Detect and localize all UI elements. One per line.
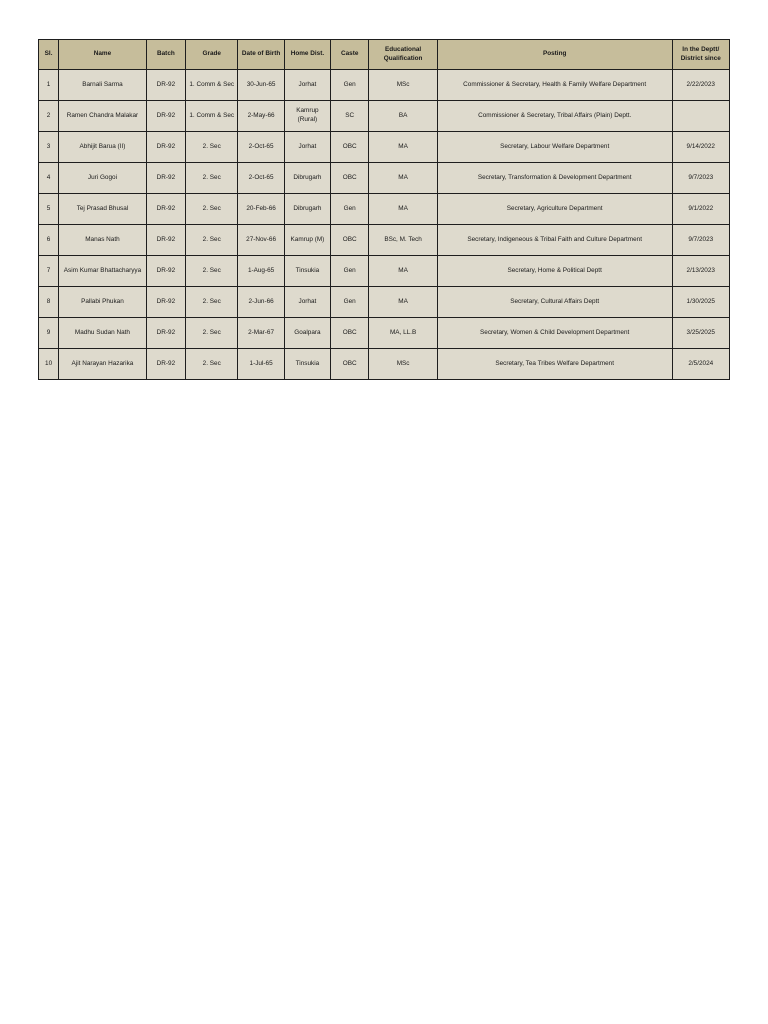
cell-deptt-since: 9/7/2023 xyxy=(672,163,729,194)
cell-educational-qualification: MA xyxy=(369,163,437,194)
cell-educational-qualification: MA xyxy=(369,287,437,318)
cell-name: Ajit Narayan Hazarika xyxy=(59,349,147,380)
cell-caste: Gen xyxy=(331,194,369,225)
cell-grade: 1. Comm & Sec xyxy=(186,101,238,132)
cell-caste: Gen xyxy=(331,287,369,318)
cell-grade: 2. Sec xyxy=(186,132,238,163)
cell-name: Madhu Sudan Nath xyxy=(59,318,147,349)
cell-sl: 5 xyxy=(39,194,59,225)
table-row xyxy=(39,194,730,225)
cell-name: Barnali Sarma xyxy=(59,70,147,101)
cell-educational-qualification: MA xyxy=(369,194,437,225)
cell-posting: Commissioner & Secretary, Tribal Affairs (Plain) Deptt. xyxy=(437,101,672,132)
officer-roster-table xyxy=(38,39,730,380)
cell-caste: SC xyxy=(331,101,369,132)
cell-grade: 2. Sec xyxy=(186,287,238,318)
cell-caste: Gen xyxy=(331,70,369,101)
cell-date-of-birth: 27-Nov-66 xyxy=(238,225,284,256)
table-row xyxy=(39,287,730,318)
cell-educational-qualification: MA xyxy=(369,256,437,287)
header-caste: Caste xyxy=(331,40,369,70)
cell-home-district: Kamrup (Rural) xyxy=(284,101,330,132)
cell-deptt-since: 3/25/2025 xyxy=(672,318,729,349)
cell-educational-qualification: MA, LL.B xyxy=(369,318,437,349)
cell-deptt-since: 2/13/2023 xyxy=(672,256,729,287)
cell-deptt-since xyxy=(672,101,729,132)
header-sl: Sl. xyxy=(39,40,59,70)
header-grade: Grade xyxy=(186,40,238,70)
cell-home-district: Jorhat xyxy=(284,70,330,101)
header-posting: Posting xyxy=(437,40,672,70)
cell-sl: 7 xyxy=(39,256,59,287)
cell-deptt-since: 1/30/2025 xyxy=(672,287,729,318)
table-row xyxy=(39,163,730,194)
cell-caste: OBC xyxy=(331,318,369,349)
header-home-district: Home Dist. xyxy=(284,40,330,70)
cell-batch: DR-92 xyxy=(146,132,185,163)
header-name: Name xyxy=(59,40,147,70)
cell-batch: DR-92 xyxy=(146,70,185,101)
cell-posting: Secretary, Transformation & Development Department xyxy=(437,163,672,194)
cell-batch: DR-92 xyxy=(146,287,185,318)
table-row xyxy=(39,70,730,101)
cell-home-district: Dibrugarh xyxy=(284,163,330,194)
cell-caste: Gen xyxy=(331,256,369,287)
cell-home-district: Kamrup (M) xyxy=(284,225,330,256)
cell-posting: Secretary, Labour Welfare Department xyxy=(437,132,672,163)
cell-home-district: Tinsukia xyxy=(284,349,330,380)
table-row xyxy=(39,318,730,349)
cell-batch: DR-92 xyxy=(146,256,185,287)
cell-home-district: Tinsukia xyxy=(284,256,330,287)
cell-educational-qualification: MSc xyxy=(369,349,437,380)
cell-grade: 2. Sec xyxy=(186,163,238,194)
header-row xyxy=(39,40,730,70)
cell-deptt-since: 9/1/2022 xyxy=(672,194,729,225)
cell-posting: Secretary, Home & Political Deptt xyxy=(437,256,672,287)
cell-deptt-since: 9/14/2022 xyxy=(672,132,729,163)
cell-name: Ramen Chandra Malakar xyxy=(59,101,147,132)
cell-educational-qualification: MA xyxy=(369,132,437,163)
cell-sl: 8 xyxy=(39,287,59,318)
cell-posting: Secretary, Women & Child Development Department xyxy=(437,318,672,349)
cell-date-of-birth: 2-Oct-65 xyxy=(238,163,284,194)
cell-posting: Secretary, Cultural Affairs Deptt xyxy=(437,287,672,318)
cell-grade: 2. Sec xyxy=(186,256,238,287)
header-educational-qualification: Educational Qualification xyxy=(369,40,437,70)
cell-name: Asim Kumar Bhattacharyya xyxy=(59,256,147,287)
cell-grade: 2. Sec xyxy=(186,194,238,225)
cell-date-of-birth: 2-Mar-67 xyxy=(238,318,284,349)
cell-home-district: Goalpara xyxy=(284,318,330,349)
table-row xyxy=(39,225,730,256)
cell-deptt-since: 9/7/2023 xyxy=(672,225,729,256)
cell-sl: 10 xyxy=(39,349,59,380)
cell-date-of-birth: 1-Jul-65 xyxy=(238,349,284,380)
cell-batch: DR-92 xyxy=(146,163,185,194)
cell-posting: Secretary, Agriculture Department xyxy=(437,194,672,225)
cell-date-of-birth: 30-Jun-65 xyxy=(238,70,284,101)
header-batch: Batch xyxy=(146,40,185,70)
table-row xyxy=(39,101,730,132)
table-row xyxy=(39,349,730,380)
cell-batch: DR-92 xyxy=(146,194,185,225)
cell-date-of-birth: 2-Oct-65 xyxy=(238,132,284,163)
cell-grade: 2. Sec xyxy=(186,318,238,349)
cell-batch: DR-92 xyxy=(146,318,185,349)
cell-grade: 2. Sec xyxy=(186,225,238,256)
cell-caste: OBC xyxy=(331,225,369,256)
cell-grade: 2. Sec xyxy=(186,349,238,380)
cell-name: Abhijit Barua (II) xyxy=(59,132,147,163)
header-date-of-birth: Date of Birth xyxy=(238,40,284,70)
cell-batch: DR-92 xyxy=(146,349,185,380)
cell-name: Pallabi Phukan xyxy=(59,287,147,318)
cell-sl: 1 xyxy=(39,70,59,101)
cell-educational-qualification: BSc, M. Tech xyxy=(369,225,437,256)
cell-date-of-birth: 1-Aug-65 xyxy=(238,256,284,287)
cell-deptt-since: 2/22/2023 xyxy=(672,70,729,101)
table-row xyxy=(39,256,730,287)
cell-sl: 9 xyxy=(39,318,59,349)
cell-home-district: Jorhat xyxy=(284,287,330,318)
table-body xyxy=(39,70,730,380)
officer-roster-sheet xyxy=(38,39,730,380)
table-row xyxy=(39,132,730,163)
cell-posting: Secretary, Tea Tribes Welfare Department xyxy=(437,349,672,380)
cell-home-district: Jorhat xyxy=(284,132,330,163)
cell-posting: Commissioner & Secretary, Health & Family Welfare Department xyxy=(437,70,672,101)
cell-home-district: Dibrugarh xyxy=(284,194,330,225)
cell-batch: DR-92 xyxy=(146,101,185,132)
cell-grade: 1. Comm & Sec xyxy=(186,70,238,101)
cell-sl: 4 xyxy=(39,163,59,194)
cell-name: Juri Gogoi xyxy=(59,163,147,194)
cell-sl: 3 xyxy=(39,132,59,163)
cell-date-of-birth: 20-Feb-66 xyxy=(238,194,284,225)
cell-caste: OBC xyxy=(331,163,369,194)
cell-batch: DR-92 xyxy=(146,225,185,256)
cell-sl: 6 xyxy=(39,225,59,256)
cell-name: Manas Nath xyxy=(59,225,147,256)
cell-caste: OBC xyxy=(331,132,369,163)
header-deptt-since: In the Deptt/ District since xyxy=(672,40,729,70)
cell-name: Tej Prasad Bhusal xyxy=(59,194,147,225)
cell-sl: 2 xyxy=(39,101,59,132)
cell-deptt-since: 2/5/2024 xyxy=(672,349,729,380)
cell-posting: Secretary, Indigeneous & Tribal Faith and Culture Department xyxy=(437,225,672,256)
cell-date-of-birth: 2-Jun-66 xyxy=(238,287,284,318)
cell-caste: OBC xyxy=(331,349,369,380)
cell-date-of-birth: 2-May-66 xyxy=(238,101,284,132)
table-header xyxy=(39,40,730,70)
cell-educational-qualification: MSc xyxy=(369,70,437,101)
cell-educational-qualification: BA xyxy=(369,101,437,132)
